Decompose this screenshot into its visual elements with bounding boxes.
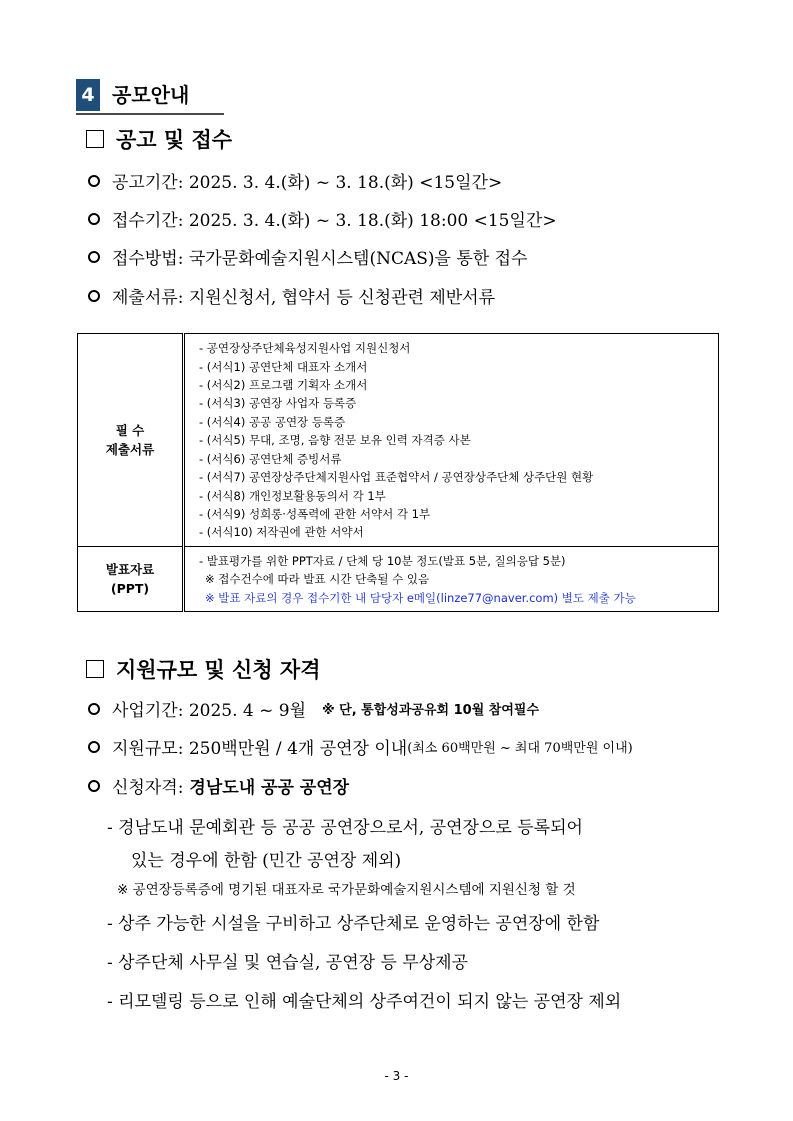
list-item: - 공연장상주단체육성지원사업 지원신청서 bbox=[199, 341, 411, 356]
eligibility-bullet: - 상주단체 사무실 및 연습실, 공연장 등 무상제공 bbox=[107, 953, 468, 973]
presentation-cell bbox=[184, 547, 719, 612]
circle-bullet-icon bbox=[88, 741, 100, 753]
list-item: - (서식8) 개인정보활용동의서 각 1부 bbox=[199, 488, 386, 503]
circle-bullet-icon bbox=[88, 290, 100, 302]
eligibility-note: ※ 공연장등록증에 명기된 대표자로 국가문화예술지원시스템에 지원신청 할 것 bbox=[117, 882, 576, 898]
circle-bullet-icon bbox=[88, 780, 100, 792]
checkbox-square-icon bbox=[86, 130, 104, 148]
checkbox-square-icon bbox=[86, 660, 104, 678]
period-item: 사업기간: 2025. 4 ~ 9월 ※ 단, 통합성과공유회 10월 참여필수 bbox=[88, 696, 539, 721]
list-item: - (서식4) 공공 공연장 등록증 bbox=[199, 414, 346, 429]
eligibility-bullet: - 경남도내 문예회관 등 공공 공연장으로서, 공연장으로 등록되어 bbox=[107, 818, 583, 838]
circle-bullet-icon bbox=[88, 251, 100, 263]
announcement-item: 접수방법: 국가문화예술지원시스템(NCAS)을 통한 접수 bbox=[88, 244, 527, 269]
list-item: - (서식7) 공연장상주단체지원사업 표준협약서 / 공연장상주단체 상주단원 현황 bbox=[199, 470, 594, 485]
announcement-item: 공고기간: 2025. 3. 4.(화) ~ 3. 18.(화) <15일간> bbox=[88, 168, 502, 193]
presentation-line: - 발표평가를 위한 PPT자료 / 단체 당 10분 정도(발표 5분, 질의응답 5분) bbox=[199, 554, 566, 568]
scale-item: 지원규모: 250백만원 / 4개 공연장 이내 (최소 60백만원 ~ 최대 70백만원 이내) bbox=[88, 734, 633, 759]
list-item: - (서식5) 무대, 조명, 음향 전문 보유 인력 자격증 사본 bbox=[199, 433, 471, 448]
eligibility-item: 신청자격: 경남도내 공공 공연장 bbox=[88, 773, 349, 798]
table-row-required bbox=[78, 334, 719, 547]
circle-bullet-icon bbox=[88, 703, 100, 715]
section-number: 4 bbox=[76, 79, 100, 111]
presentation-note: ※ 접수건수에 따라 발표 시간 단축될 수 있음 bbox=[205, 572, 430, 587]
eligibility-bullet: - 리모델링 등으로 인해 예술단체의 상주여건이 되지 않는 공연장 제외 bbox=[107, 992, 622, 1012]
list-item: - (서식10) 저작권에 관한 서약서 bbox=[199, 525, 364, 540]
documents-table bbox=[77, 333, 719, 612]
presentation-header-cell: 발표자료 (PPT) bbox=[78, 547, 184, 612]
section-title: 공모안내 bbox=[112, 83, 190, 107]
table-row-presentation bbox=[78, 547, 719, 612]
presentation-email-note: ※ 발표 자료의 경우 접수기한 내 담당자 e메일(linze77@naver.com) 별도 제출 가능 bbox=[205, 590, 636, 605]
announcement-item: 제출서류: 지원신청서, 협약서 등 신청관련 제반서류 bbox=[88, 283, 495, 308]
list-item: - (서식6) 공연단체 증빙서류 bbox=[199, 451, 342, 466]
announcement-item: 접수기간: 2025. 3. 4.(화) ~ 3. 18.(화) 18:00 <15일간> bbox=[88, 206, 557, 231]
list-item: - (서식2) 프로그램 기획자 소개서 bbox=[199, 378, 368, 393]
announcement-heading: 공고 및 접수 bbox=[86, 124, 232, 154]
eligibility-bullet-cont: 있는 경우에 한함 (민간 공연장 제외) bbox=[131, 851, 402, 871]
circle-bullet-icon bbox=[88, 175, 100, 187]
list-item: - (서식1) 공연단체 대표자 소개서 bbox=[199, 359, 368, 374]
required-header-cell: 필 수 제출서류 bbox=[78, 334, 184, 547]
list-item: - (서식3) 공연장 사업자 등록증 bbox=[199, 396, 357, 411]
required-list-cell bbox=[184, 334, 719, 547]
eligibility-bullet: - 상주 가능한 시설을 구비하고 상주단체로 운영하는 공연장에 한함 bbox=[107, 914, 600, 934]
list-item: - (서식9) 성희롱·성폭력에 관한 서약서 각 1부 bbox=[199, 506, 431, 521]
page-number: - 3 - bbox=[384, 1069, 409, 1083]
support-heading: 지원규모 및 신청 자격 bbox=[86, 654, 321, 684]
circle-bullet-icon bbox=[88, 213, 100, 225]
section-header bbox=[76, 79, 224, 115]
